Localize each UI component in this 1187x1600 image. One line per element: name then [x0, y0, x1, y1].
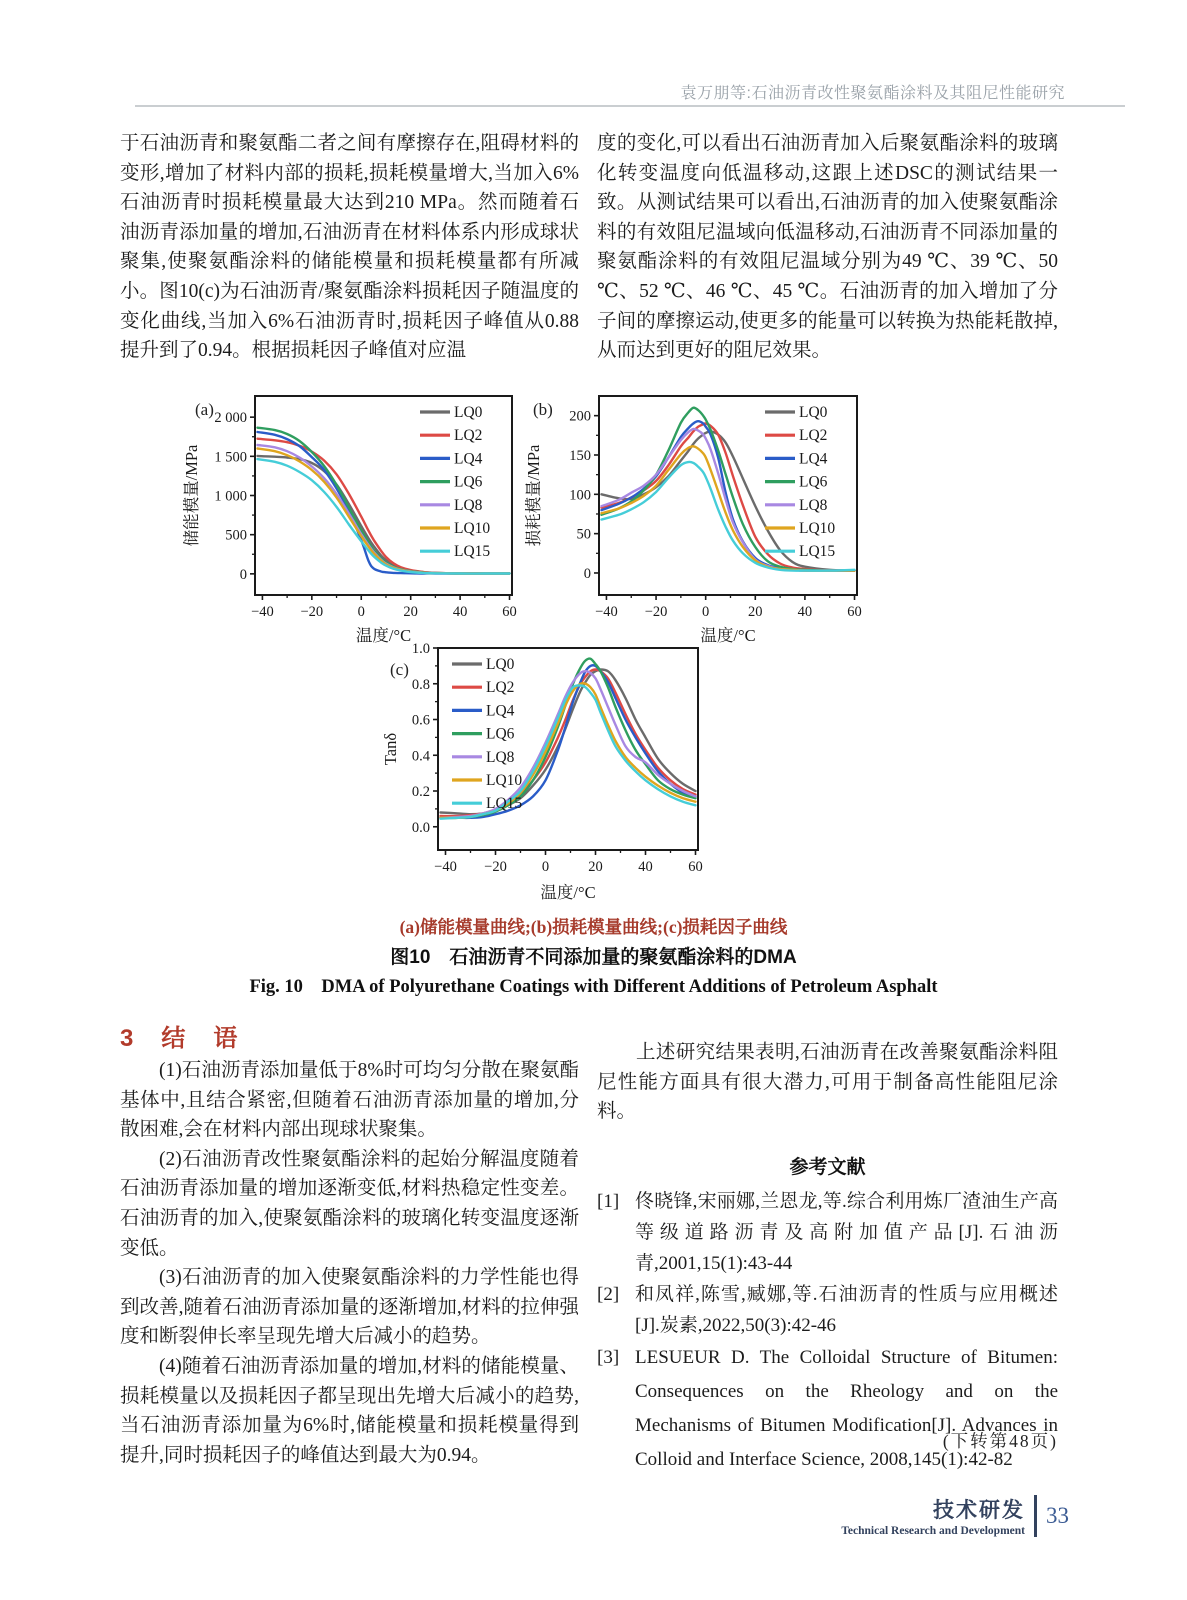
footer-section [841, 1494, 1034, 1537]
svg-text:100: 100 [569, 487, 591, 504]
reference-text: 佟晓锋,宋丽娜,兰恩龙,等.综合利用炼厂渣油生产高等级道路沥青及高附加值产品[J].石油沥青,2001,15(1):43-44 [635, 1191, 1058, 1274]
conclusion-item-3: (3)石油沥青的加入使聚氨酯涂料的力学性能也得到改善,随着石油沥青添加量的逐渐增加,材料的拉伸强度和断裂伸长率呈现先增大后减小的趋势。 [120, 1267, 579, 1348]
svg-text:40: 40 [797, 604, 813, 620]
panel-label-a: (a) [195, 400, 214, 419]
page-footer [841, 1494, 1069, 1537]
header-rule [135, 105, 1125, 107]
reference-number: [3] [597, 1347, 620, 1368]
svg-text:60: 60 [688, 859, 703, 875]
svg-text:40: 40 [638, 859, 653, 875]
svg-text:0.6: 0.6 [411, 712, 430, 729]
svg-text:−40: −40 [251, 604, 274, 620]
svg-text:20: 20 [748, 604, 763, 620]
reference-number: [1] [597, 1191, 620, 1212]
svg-text:−20: −20 [484, 859, 507, 875]
chart-c-tan-delta [352, 634, 710, 909]
svg-text:LQ0: LQ0 [486, 656, 515, 673]
svg-text:0: 0 [702, 604, 710, 620]
svg-text:LQ4: LQ4 [486, 702, 515, 720]
svg-text:−40: −40 [434, 859, 457, 875]
svg-text:1.0: 1.0 [411, 641, 430, 657]
svg-text:0.4: 0.4 [411, 748, 430, 765]
svg-text:LQ6: LQ6 [799, 473, 828, 491]
chart-b-loss-modulus [523, 382, 863, 652]
svg-text:50: 50 [576, 526, 591, 543]
intro-paragraph-left: 于石油沥青和聚氨酯二者之间有摩擦存在,阻碍材料的变形,增加了材料内部的损耗,损耗模量增大,当加入6%石油沥青时损耗模量最大达到210 MPa。然而随着石油沥青添加量的增加,石油沥青在材料体系内形成球状聚集,使聚氨酯涂料的储能模量和损耗模量都有所减小。图10(c)为石油沥青/聚氨酯涂料损耗因子随温度的变化曲线,当加入6%石油沥青时,损耗因子峰值从0.88提升到了0.94。根据损耗因子峰值对应温 [120, 133, 579, 362]
page-number: 33 [1046, 1502, 1069, 1528]
svg-text:LQ6: LQ6 [486, 725, 515, 743]
svg-text:0: 0 [357, 604, 365, 620]
svg-text:温度/°C: 温度/°C [700, 626, 756, 645]
continuation-note: (下转第48页) [942, 1431, 1058, 1451]
reference-text: LESUEUR D. The Colloidal Structure of Bitumen: Consequences on the Rheology and on the Mechanisms of Bitumen Modification[J]. Advances in Colloid and Interface Science, 2008,145(1):42-82 [635, 1347, 1058, 1470]
svg-text:LQ8: LQ8 [799, 496, 828, 514]
references-heading: 参考文献 [789, 1157, 866, 1178]
section-heading-conclusion: 3 结 语 [120, 1025, 240, 1052]
figure-caption-en: Fig. 10 DMA of Polyurethane Coatings with Different Additions of Petroleum Asphalt [249, 977, 938, 997]
svg-text:LQ15: LQ15 [454, 543, 491, 561]
intro-paragraph-right: 度的变化,可以看出石油沥青加入后聚氨酯涂料的玻璃化转变温度向低温移动,这跟上述DSC的测试结果一致。从测试结果可以看出,石油沥青的加入使聚氨酯涂料的有效阻尼温域向低温移动,石油沥青不同添加量的聚氨酯涂料的有效阻尼温域分别为49 ℃、39 ℃、50 ℃、52 ℃、46 ℃、45 ℃。石油沥青的加入增加了分子间的摩擦运动,使更多的能量可以转换为热能耗散掉,从而达到更好的阻尼效果。 [597, 133, 1058, 362]
running-head-title: 袁万朋等:石油沥青改性聚氨酯涂料及其阻尼性能研究 [680, 85, 1065, 102]
svg-text:温度/°C: 温度/°C [355, 626, 412, 645]
svg-text:LQ2: LQ2 [454, 427, 483, 445]
svg-text:LQ2: LQ2 [486, 679, 515, 697]
svg-text:0.8: 0.8 [411, 676, 430, 693]
svg-text:0: 0 [239, 566, 247, 583]
svg-text:LQ4: LQ4 [799, 450, 828, 468]
reference-item [597, 1341, 1058, 1477]
svg-text:LQ10: LQ10 [454, 520, 491, 537]
svg-text:1 500: 1 500 [214, 449, 247, 466]
svg-text:LQ8: LQ8 [486, 748, 515, 766]
svg-text:2 000: 2 000 [214, 410, 247, 427]
svg-text:60: 60 [847, 604, 862, 620]
closing-paragraph: 上述研究结果表明,石油沥青在改善聚氨酯涂料阻尼性能方面具有很大潜力,可用于制备高性能阻尼涂料。 [597, 1042, 1058, 1123]
svg-text:200: 200 [569, 408, 591, 425]
svg-text:LQ4: LQ4 [454, 450, 483, 468]
figure-subcaption: (a)储能模量曲线;(b)损耗模量曲线;(c)损耗因子曲线 [399, 917, 788, 937]
svg-text:0: 0 [583, 565, 591, 582]
svg-text:−20: −20 [300, 604, 324, 620]
svg-text:0.0: 0.0 [411, 819, 430, 836]
reference-item [597, 1186, 1058, 1279]
svg-text:40: 40 [452, 604, 468, 620]
svg-text:LQ15: LQ15 [799, 543, 836, 561]
conclusion-list [120, 1056, 579, 1470]
conclusion-item-4: (4)随着石油沥青添加量的增加,材料的储能模量、损耗模量以及损耗因子都呈现出先增大后减小的趋势,当石油沥青添加量为6%时,储能模量和损耗模量得到提升,同时损耗因子的峰值达到最大为0.94。 [120, 1355, 579, 1466]
reference-text: 和凤祥,陈雪,臧娜,等.石油沥青的性质与应用概述[J].炭素,2022,50(3):42-46 [635, 1284, 1058, 1336]
svg-text:0: 0 [541, 859, 550, 875]
footer-section-en: Technical Research and Development [841, 1525, 1025, 1537]
svg-text:储能模量/MPa: 储能模量/MPa [183, 444, 201, 547]
svg-text:−20: −20 [644, 604, 668, 620]
svg-text:60: 60 [502, 604, 517, 620]
svg-text:Tanδ: Tanδ [381, 732, 400, 766]
svg-text:损耗模量/MPa: 损耗模量/MPa [524, 444, 543, 547]
svg-text:温度/°C: 温度/°C [540, 883, 596, 902]
svg-text:LQ2: LQ2 [799, 427, 828, 445]
conclusion-item-2: (2)石油沥青改性聚氨酯涂料的起始分解温度随着石油沥青添加量的增加逐渐变低,材料热稳定性变差。石油沥青的加入,使聚氨酯涂料的玻璃化转变温度逐渐变低。 [120, 1148, 579, 1259]
svg-text:LQ0: LQ0 [799, 404, 828, 421]
svg-text:150: 150 [569, 447, 591, 464]
svg-text:−40: −40 [595, 604, 618, 620]
svg-text:LQ0: LQ0 [454, 404, 483, 421]
panel-label-c: (c) [390, 660, 409, 679]
svg-text:0.2: 0.2 [411, 784, 430, 801]
svg-text:1 000: 1 000 [214, 488, 247, 505]
svg-text:LQ8: LQ8 [454, 496, 483, 514]
svg-text:500: 500 [225, 527, 247, 544]
conclusion-item-1: (1)石油沥青添加量低于8%时可均匀分散在聚氨酯基体中,且结合紧密,但随着石油沥青添加量的增加,分散困难,会在材料内部出现球状聚集。 [120, 1060, 579, 1141]
svg-text:LQ10: LQ10 [799, 520, 836, 537]
svg-text:20: 20 [588, 859, 603, 875]
panel-label-b: (b) [533, 400, 553, 419]
reference-number: [2] [597, 1284, 620, 1305]
svg-text:20: 20 [403, 604, 418, 620]
figure-caption-zh: 图10 石油沥青不同添加量的聚氨酯涂料的DMA [390, 947, 797, 968]
footer-section-zh: 技术研发 [933, 1499, 1025, 1522]
svg-text:LQ10: LQ10 [486, 772, 523, 789]
reference-item [597, 1279, 1058, 1341]
svg-text:LQ15: LQ15 [486, 795, 523, 813]
chart-a-storage-modulus [183, 382, 519, 652]
svg-text:LQ6: LQ6 [454, 473, 483, 491]
